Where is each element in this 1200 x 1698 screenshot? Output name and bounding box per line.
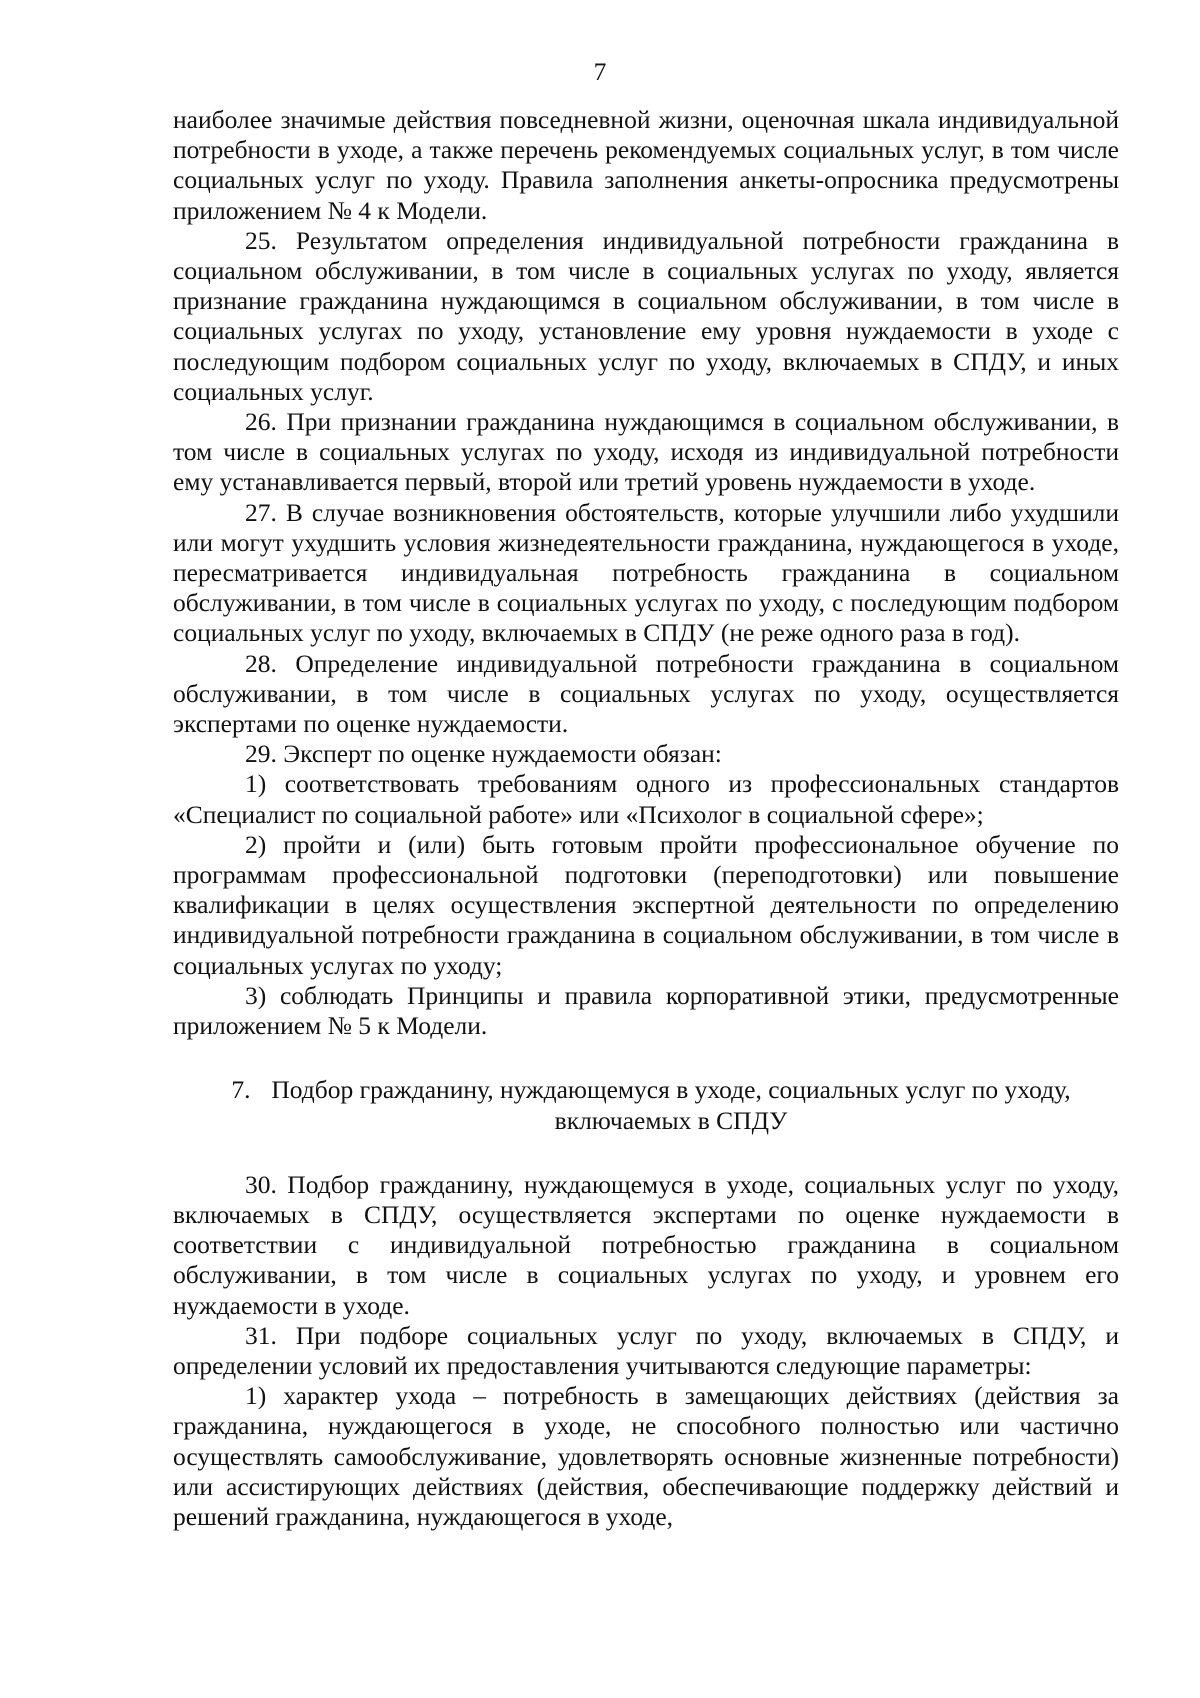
paragraph-29-item-1: 1) соответствовать требованиям одного из профессиональных стандартов «Специалист по социальной работе» или «Психолог в социальной сфере»; (173, 769, 1119, 829)
page-number: 7 (593, 57, 607, 86)
section-title: Подбор гражданину, нуждающемуся в уходе, социальных услуг по уходу, включаемых в СПДУ (271, 1075, 1071, 1135)
paragraph-29-item-2: 2) пройти и (или) быть готовым пройти профессиональное обучение по программам профессиональной подготовки (переподготовки) или повышение квалификации в целях осуществления экспертной деятельности по определению индивидуальной потребности гражданина в социальном обслуживании, в том числе в социальных услугах по уходу; (173, 829, 1119, 980)
paragraph-30: 30. Подбор гражданину, нуждающемуся в уходе, социальных услуг по уходу, включаемых в СПДУ, осуществляется экспертами по оценке нуждаемости в соответствии с индивидуальной потребностью гражданина в социальном обслуживании, в том числе в социальных услугах по уходу, и уровнем его нуждаемости в уходе. (173, 1169, 1119, 1320)
paragraph-27: 27. В случае возникновения обстоятельств, которые улучшили либо ухудшили или могут ухудшить условия жизнедеятельности гражданина, нуждающегося в уходе, пересматривается индивидуальная потребность гражданина в социальном обслуживании, в том числе в социальных услугах по уходу, с последующим подбором социальных услуг по уходу, включаемых в СПДУ (не реже одного раза в год). (173, 497, 1119, 648)
paragraph-29-item-3: 3) соблюдать Принципы и правила корпоративной этики, предусмотренные приложением № 5 к Модели. (173, 980, 1119, 1041)
paragraph-26: 26. При признании гражданина нуждающимся в социальном обслуживании, в том числе в социальных услугах по уходу, исходя из индивидуальной потребности ему устанавливается первый, второй или третий уровень нуждаемости в уходе. (173, 407, 1119, 497)
paragraph-29: 29. Эксперт по оценке нуждаемости обязан: (245, 739, 722, 769)
paragraph-28: 28. Определение индивидуальной потребности гражданина в социальном обслуживании, в том числе в социальных услугах по уходу, осуществляется экспертами по оценке нуждаемости. (173, 648, 1119, 739)
paragraph-31: 31. При подборе социальных услуг по уходу, включаемых в СПДУ, и определении условий их предоставления учитываются следующие параметры: (173, 1320, 1119, 1380)
paragraph-31-item-1: 1) характер ухода – потребность в замещающих действиях (действия за гражданина, нуждающегося в уходе, не способного полностью или частично осуществлять самообслуживание, удовлетворять основные жизненные потребности) или ассистирующих действиях (действия, обеспечивающие поддержку действий и решений гражданина, нуждающегося в уходе, (173, 1381, 1119, 1531)
paragraph-25: 25. Результатом определения индивидуальной потребности гражданина в социальном обслуживании, в том числе в социальных услугах по уходу, является признание гражданина нуждающимся в социальном обслуживании, в том числе в социальных услугах по уходу, установление ему уровня нуждаемости в уходе с последующим подбором социальных услуг по уходу, включаемых в СПДУ, и иных социальных услуг. (173, 225, 1119, 406)
document-body (173, 105, 1119, 1532)
paragraph-continuation: наиболее значимые действия повседневной жизни, оценочная шкала индивидуальной потребности в уходе, а также перечень рекомендуемых социальных услуг, в том числе социальных услуг по уходу. Правила заполнения анкеты-опросника предусмотрены приложением № 4 к Модели. (173, 105, 1119, 225)
section-heading: 7. Подбор гражданину, нуждающемуся в уходе, социальных услуг по уходу, включаемых в СПДУ (231, 1075, 1071, 1135)
